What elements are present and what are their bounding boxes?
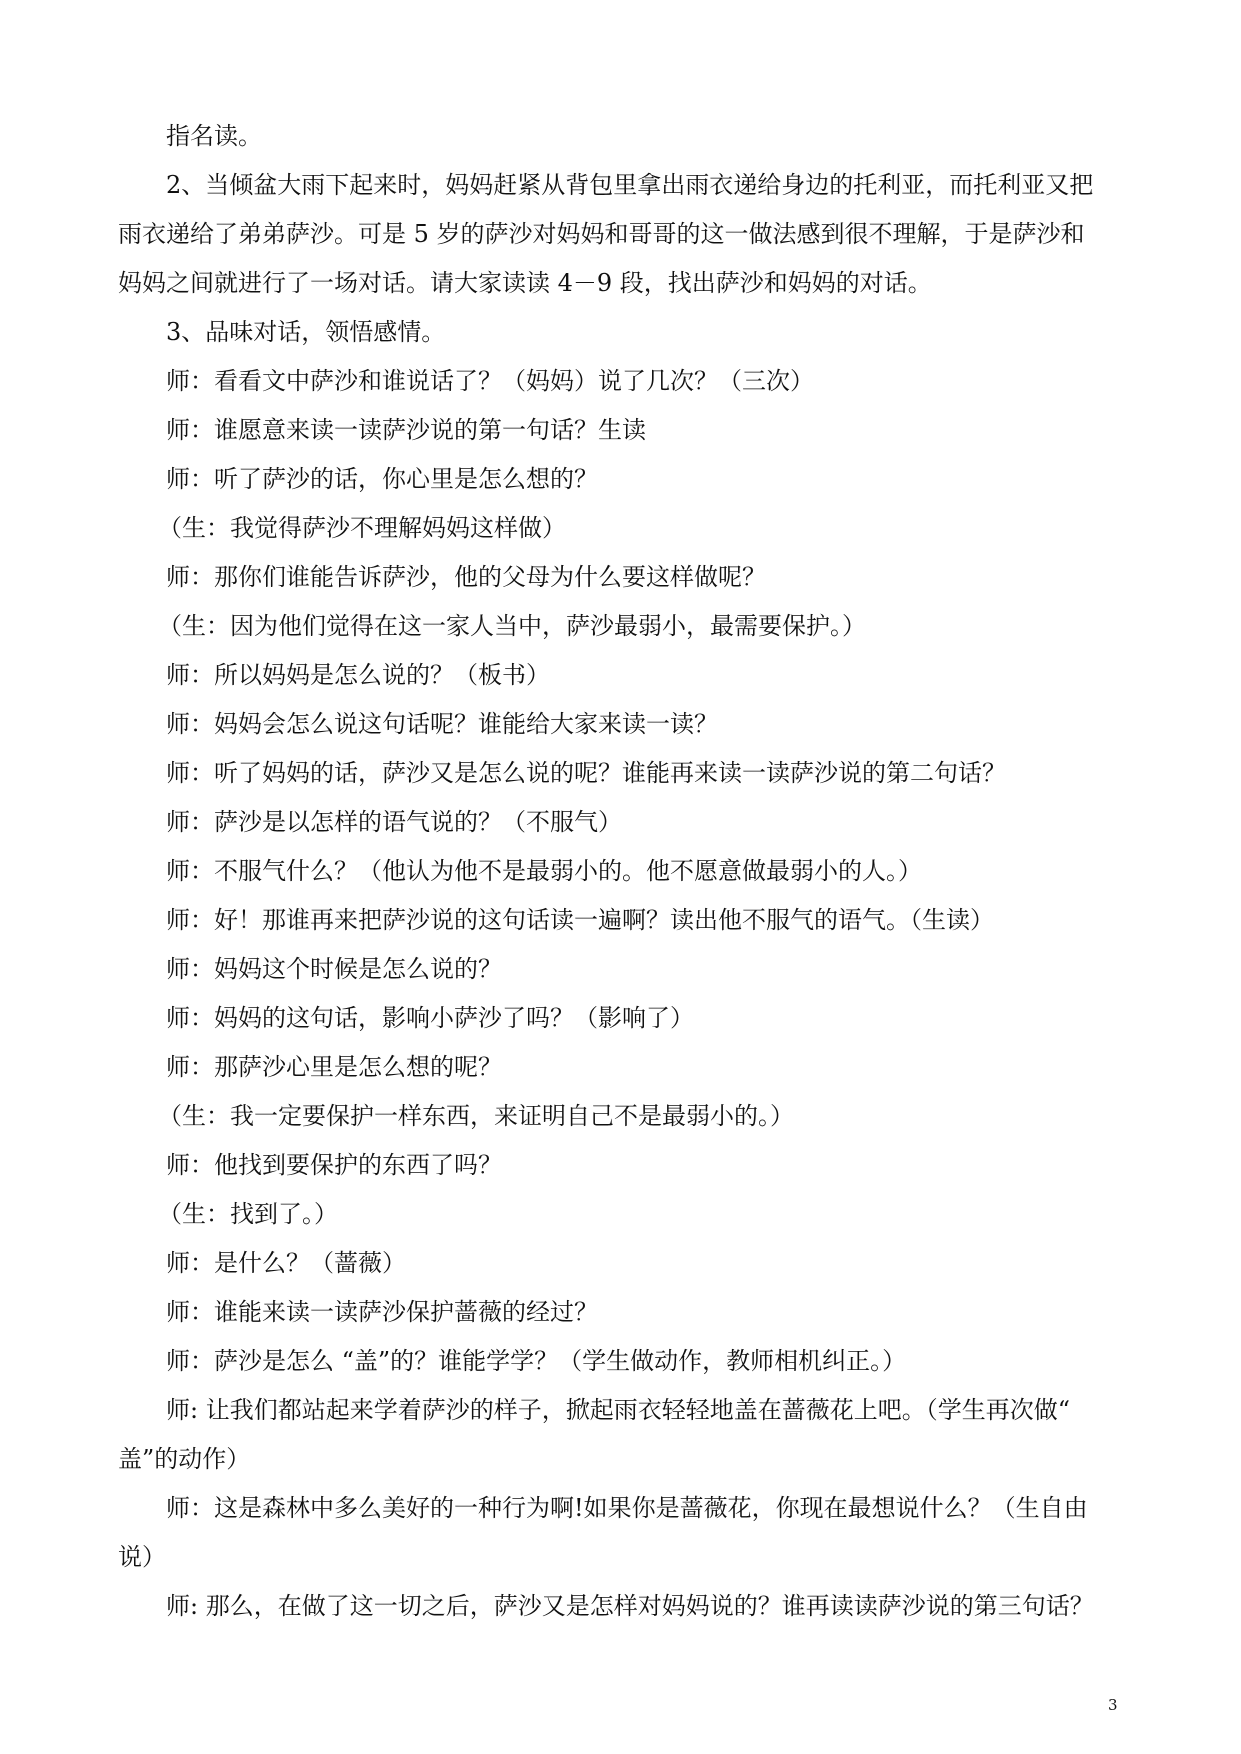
text-line: （生：找到了。） [158, 1200, 338, 1228]
text-line: 师：萨沙是以怎样的语气说的？（不服气） [166, 808, 622, 836]
text-line: 师：那你们谁能告诉萨沙，他的父母为什么要这样做呢？ [166, 563, 766, 591]
text-line: （生：我觉得萨沙不理解妈妈这样做） [158, 514, 566, 542]
text-line: 师：妈妈的这句话，影响小萨沙了吗？（影响了） [166, 1004, 694, 1032]
text-line: 师：所以妈妈是怎么说的？（板书） [166, 661, 550, 689]
text-line: 师：这是森林中多么美好的一种行为啊!如果你是蔷薇花，你现在最想说什么？（生自由 [166, 1494, 1088, 1522]
text-line: （生：因为他们觉得在这一家人当中，萨沙最弱小，最需要保护。） [158, 612, 866, 640]
text-line: 指名读。 [166, 122, 262, 150]
text-line: 师：谁愿意来读一读萨沙说的第一句话？生读 [166, 416, 646, 444]
text-line: 师：听了妈妈的话，萨沙又是怎么说的呢？谁能再来读一读萨沙说的第二句话？ [166, 759, 1006, 787]
text-line: 师：谁能来读一读萨沙保护蔷薇的经过？ [166, 1298, 598, 1326]
text-line: 师：听了萨沙的话，你心里是怎么想的？ [166, 465, 598, 493]
text-line: （生：我一定要保护一样东西，来证明自己不是最弱小的。） [158, 1102, 794, 1130]
text-line: 3、品味对话，领悟感情。 [166, 318, 446, 346]
text-line: 妈妈之间就进行了一场对话。请大家读读 4－9 段，找出萨沙和妈妈的对话。 [118, 269, 932, 297]
page-number: 3 [1108, 1696, 1118, 1714]
text-line: 师：那萨沙心里是怎么想的呢？ [166, 1053, 502, 1081]
text-line: 师：是什么？（蔷薇） [166, 1249, 406, 1277]
text-line: 师：不服气什么？（他认为他不是最弱小的。他不愿意做最弱小的人。） [166, 857, 922, 885]
text-line: 师: 让我们都站起来学着萨沙的样子，掀起雨衣轻轻地盖在蔷薇花上吧。（学生再次做“ [166, 1396, 1070, 1424]
text-line: 师：妈妈这个时候是怎么说的？ [166, 955, 502, 983]
text-line: 师：妈妈会怎么说这句话呢？谁能给大家来读一读？ [166, 710, 718, 738]
text-line: 师: 那么，在做了这一切之后，萨沙又是怎样对妈妈说的？谁再读读萨沙说的第三句话？ [166, 1592, 1094, 1620]
text-line: 师：看看文中萨沙和谁说话了？（妈妈）说了几次？（三次） [166, 367, 814, 395]
text-line: 盖”的动作） [118, 1445, 251, 1473]
text-line: 师：萨沙是怎么 “盖”的？谁能学学？（学生做动作，教师相机纠正。） [166, 1347, 907, 1375]
text-line: 雨衣递给了弟弟萨沙。可是 5 岁的萨沙对妈妈和哥哥的这一做法感到很不理解，于是萨沙和 [118, 220, 1085, 248]
text-line: 师：他找到要保护的东西了吗？ [166, 1151, 502, 1179]
text-line: 说） [118, 1543, 166, 1571]
text-line: 2、当倾盆大雨下起来时，妈妈赶紧从背包里拿出雨衣递给身边的托利亚，而托利亚又把 [166, 171, 1094, 199]
text-line: 师：好！那谁再来把萨沙说的这句话读一遍啊？读出他不服气的语气。（生读） [166, 906, 994, 934]
